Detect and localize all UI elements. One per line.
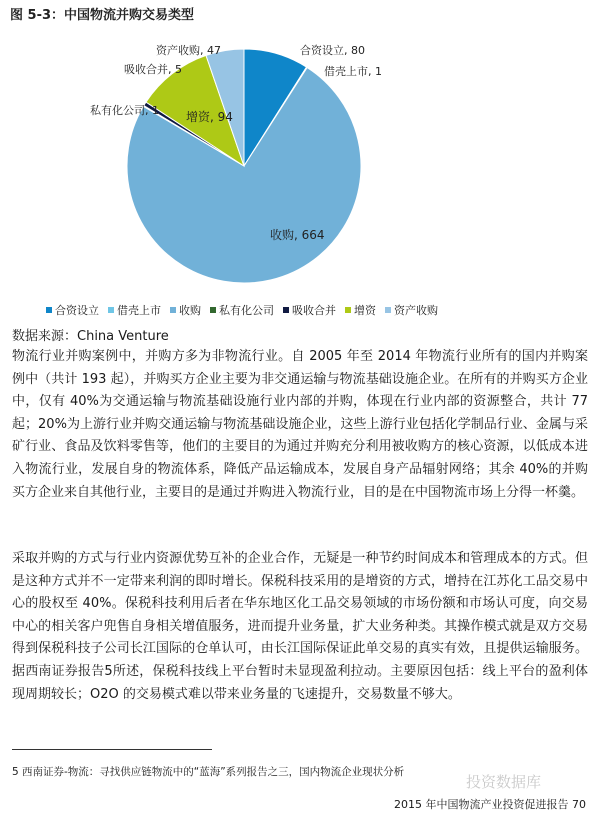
pie-label-借壳上市: 借壳上市, 1 <box>324 65 382 78</box>
legend-item <box>345 302 376 318</box>
legend-item <box>385 302 438 318</box>
pie-label-吸收合并: 吸收合并, 5 <box>124 63 182 76</box>
page-footer: 2015 年中国物流产业投资促进报告 70 <box>394 798 586 811</box>
legend-swatch <box>345 307 351 313</box>
paragraph-2: 采取并购的方式与行业内资源优势互补的企业合作，无疑是一种节约时间成本和管理成本的方式。但是这种方式并不一定带来利润的即时增长。保税科技采用的是增资的方式，增持在江苏化工品交易中心的股权至 40%。保税科技利用后者在华东地区化工品交易领域的市场份额和市场认可度，向交易中心的相关客户兜售自身相关增值服务，进而提升业务量，扩大业务种类。其操作模式就是双方交易得到保税科技子公司长江国际的仓单认可，由长江国际保证此单交易的真实有效，且提供运输服务。据西南证券报告5所述，保税科技线上平台暂时未显现盈利拉动。主要原因包括：线上平台的盈利体现周期较长；O2O 的交易模式难以带来业务量的飞速提升，交易数量不够大。 <box>12 551 588 702</box>
legend-swatch <box>210 307 216 313</box>
pie-label-私有化公司: 私有化公司, 1 <box>90 104 159 117</box>
pie-label-合资设立: 合资设立, 80 <box>300 44 365 57</box>
legend-swatch <box>108 307 114 313</box>
legend-label: 资产收购 <box>394 304 438 317</box>
legend-label: 借壳上市 <box>117 304 161 317</box>
legend-swatch <box>170 307 176 313</box>
paragraph-1: 物流行业并购案例中，并购方多为非物流行业。自 2005 年至 2014 年物流行业所有的国内并购案例中（共计 193 起），并购买方企业主要为非交通运输与物流基础设施企业。在所有的并购买方企业中，仅有 40%为交通运输与物流基础设施行业内部的并购，体现在行业内部的资源整合，共计 77 起；20%为上游行业并购交通运输与物流基础设施企业，这些上游行业包括化学制品行业、金属与采矿行业、食品及饮料零售等，他们的主要目的为通过并购充分利用被收购方的核心资源，以低成本进入物流行业，发展自身的物流体系，降低产品运输成本，发展自身产品辐射网络；其余 40%的并购买方企业来自其他行业，主要目的是通过并购进入物流行业，目的是在中国物流市场上分得一杯羹。 <box>12 349 588 500</box>
legend-label: 合资设立 <box>55 304 99 317</box>
footnote: 5 西南证券-物流：寻找供应链物流中的“蓝海”系列报告之三，国内物流企业现状分析 <box>12 766 405 778</box>
legend-swatch <box>283 307 289 313</box>
legend-label: 收购 <box>179 304 201 317</box>
data-source: 数据来源：China Venture <box>12 329 169 344</box>
chart-legend <box>46 302 438 318</box>
watermark: 投资数据库 <box>466 773 542 791</box>
pie-label-资产收购: 资产收购, 47 <box>156 44 221 57</box>
legend-label: 吸收合并 <box>292 304 336 317</box>
legend-label: 私有化公司 <box>219 304 274 317</box>
legend-item <box>210 302 274 318</box>
pie-label-增资: 增资, 94 <box>186 110 233 124</box>
legend-item <box>170 302 201 318</box>
footnote-divider <box>12 749 212 750</box>
legend-item <box>46 302 99 318</box>
legend-swatch <box>46 307 52 313</box>
pie-chart <box>0 0 600 300</box>
legend-item <box>283 302 336 318</box>
figure-title: 图 5-3：中国物流并购交易类型 <box>10 8 195 23</box>
pie-label-收购: 收购, 664 <box>270 228 325 242</box>
legend-label: 增资 <box>354 304 376 317</box>
legend-swatch <box>385 307 391 313</box>
legend-item <box>108 302 161 318</box>
